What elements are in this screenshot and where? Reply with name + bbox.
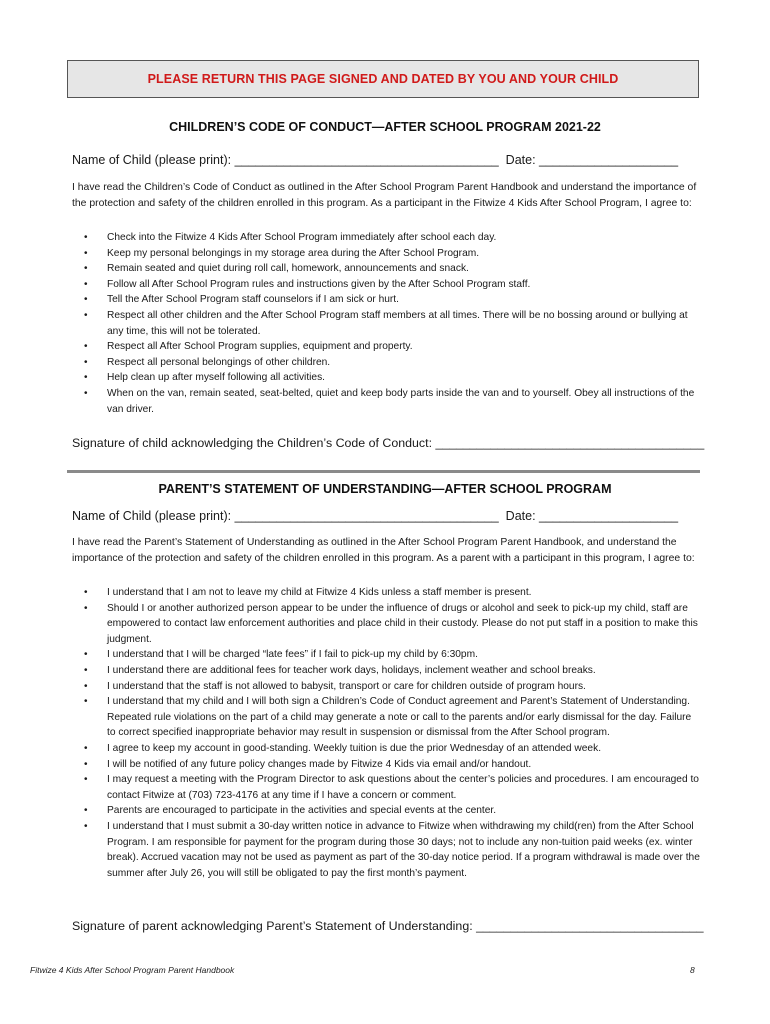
list-item: • Check into the Fitwize 4 Kids After School Program immediately after school each day. (72, 230, 700, 246)
parent-agreements-list (72, 585, 700, 881)
list-item: • I may request a meeting with the Program Director to ask questions about the center’s policies and procedures. I am encouraged to contact Fitwize at (703) 723-4176 at any time if I have a concern or comment. (84, 774, 699, 801)
return-instructions-banner (67, 60, 699, 98)
list-item: • Should I or another authorized person appear to be under the influence of drugs or alcohol and seek to pick-up my child, staff are empowered to contact law enforcement authorities and place child in their custody. Please do not put staff in a position to make this judgment. (84, 602, 698, 645)
child-signature-line[interactable]: Signature of child acknowledging the Children’s Code of Conduct: _______________________________________ (72, 436, 705, 450)
bullet-icon: • (84, 309, 88, 321)
parent-signature-line[interactable]: Signature of parent acknowledging Parent’s Statement of Understanding: _________________________________ (72, 919, 704, 933)
bullet-icon: • (84, 587, 88, 598)
list-item: • I understand that I will be charged “late fees” if I fail to pick-up my child by 6:30pm. (72, 647, 700, 663)
conduct-section-title: CHILDREN’S CODE OF CONDUCT—AFTER SCHOOL PROGRAM 2021-22 (169, 120, 601, 134)
bullet-icon: • (84, 649, 88, 661)
parent-section-title: PARENT’S STATEMENT OF UNDERSTANDING—AFTER SCHOOL PROGRAM (158, 482, 612, 496)
list-item: • Tell the After School Program staff counselors if I am sick or hurt. (72, 292, 700, 308)
bullet-icon: • (84, 805, 88, 817)
bullet-icon: • (84, 602, 88, 614)
bullet-icon: • (84, 341, 88, 353)
section-divider (67, 470, 700, 473)
bullet-icon: • (84, 680, 88, 692)
list-item: • Remain seated and quiet during roll call, homework, announcements and snack. (72, 261, 700, 277)
parent-intro-paragraph: I have read the Parent’s Statement of Understanding as outlined in the After School Program Parent Handbook, and understand the importance of the protection and safety of the children enrolled in this program. As a parent with a participant in this program, I agree to: (72, 537, 695, 564)
list-item: • I agree to keep my account in good-standing. Weekly tuition is due the prior Wednesday of an attended week. (72, 741, 700, 757)
bullet-icon: • (84, 696, 88, 708)
list-item: • I understand that I am not to leave my child at Fitwize 4 Kids unless a staff member is present. (72, 585, 700, 601)
bullet-icon: • (84, 294, 88, 306)
conduct-child-name-date-line: Name of Child (please print): ______________________________________ Date: ____________________ (72, 153, 679, 167)
bullet-icon: • (84, 356, 88, 368)
list-item: • I understand there are additional fees for teacher work days, holidays, inclement weather and school breaks. (72, 663, 700, 679)
bullet-icon: • (84, 774, 88, 786)
bullet-icon: • (84, 820, 88, 832)
list-item: • When on the van, remain seated, seat-belted, quiet and keep body parts inside the van and to yourself. Obey all instructions of the van driver. (84, 387, 695, 415)
list-item: • Respect all personal belongings of other children. (72, 355, 700, 371)
parent-child-name-date-line: Name of Child (please print): ______________________________________ Date: ____________________ (72, 509, 679, 523)
list-item: • I will be notified of any future policy changes made by Fitwize 4 Kids via email and/or handout. (72, 757, 700, 773)
banner-text: PLEASE RETURN THIS PAGE SIGNED AND DATED BY YOU AND YOUR CHILD (147, 72, 619, 86)
bullet-icon: • (84, 664, 88, 676)
footer-handbook-title: Fitwize 4 Kids After School Program Parent Handbook (30, 965, 235, 975)
list-item: • Respect all After School Program supplies, equipment and property. (72, 339, 700, 355)
bullet-icon: • (84, 263, 88, 275)
list-item: • Keep my personal belongings in my storage area during the After School Program. (72, 246, 700, 262)
list-item: • Help clean up after myself following all activities. (72, 370, 700, 386)
bullet-icon: • (84, 247, 88, 259)
list-item: • Parents are encouraged to participate in the activities and special events at the center. (72, 803, 700, 819)
conduct-rules-list (72, 230, 700, 417)
list-item: • I understand that my child and I will both sign a Children’s Code of Conduct agreement and Parent’s Statement of Understanding. Repeated rule violations on the part of a child may generate a note or call to the parents and/or early dismissal for the day. Failure to correct specified inappropriate behavior may result in suspension or dismissal from the After School program. (84, 696, 692, 739)
bullet-icon: • (84, 387, 88, 399)
bullet-icon: • (84, 372, 88, 384)
bullet-icon: • (84, 742, 88, 754)
list-item: • Follow all After School Program rules and instructions given by the After School Program staff. (72, 277, 700, 293)
bullet-icon: • (84, 232, 88, 243)
conduct-intro-paragraph: I have read the Children’s Code of Conduct as outlined in the After School Program Parent Handbook and understand the importance of the protection and safety of the children enrolled in this program. As a participant in the Fitwize 4 Kids After School Program, I agree to: (72, 182, 697, 209)
list-item: • I understand that I must submit a 30-day written notice in advance to Fitwize when withdrawing my child(ren) from the After School Program. I am responsible for payment for the program during those 30 days; not to include any non-tuition paid weeks (ex. winter break). Accrued vacation may not be used as payment as part of the 30-day notice period. If a program withdrawal is made over the summer after July 26, you will still be obligated to pay the first month’s payment. (84, 820, 700, 879)
list-item: • I understand that the staff is not allowed to babysit, transport or care for children outside of program hours. (72, 679, 700, 695)
bullet-icon: • (84, 278, 88, 290)
footer-page-number: 8 (690, 965, 695, 975)
list-item: • Respect all other children and the After School Program staff members at all times. There will be no bossing around or bullying at any time, this will not be tolerated. (84, 309, 688, 337)
bullet-icon: • (84, 758, 88, 770)
